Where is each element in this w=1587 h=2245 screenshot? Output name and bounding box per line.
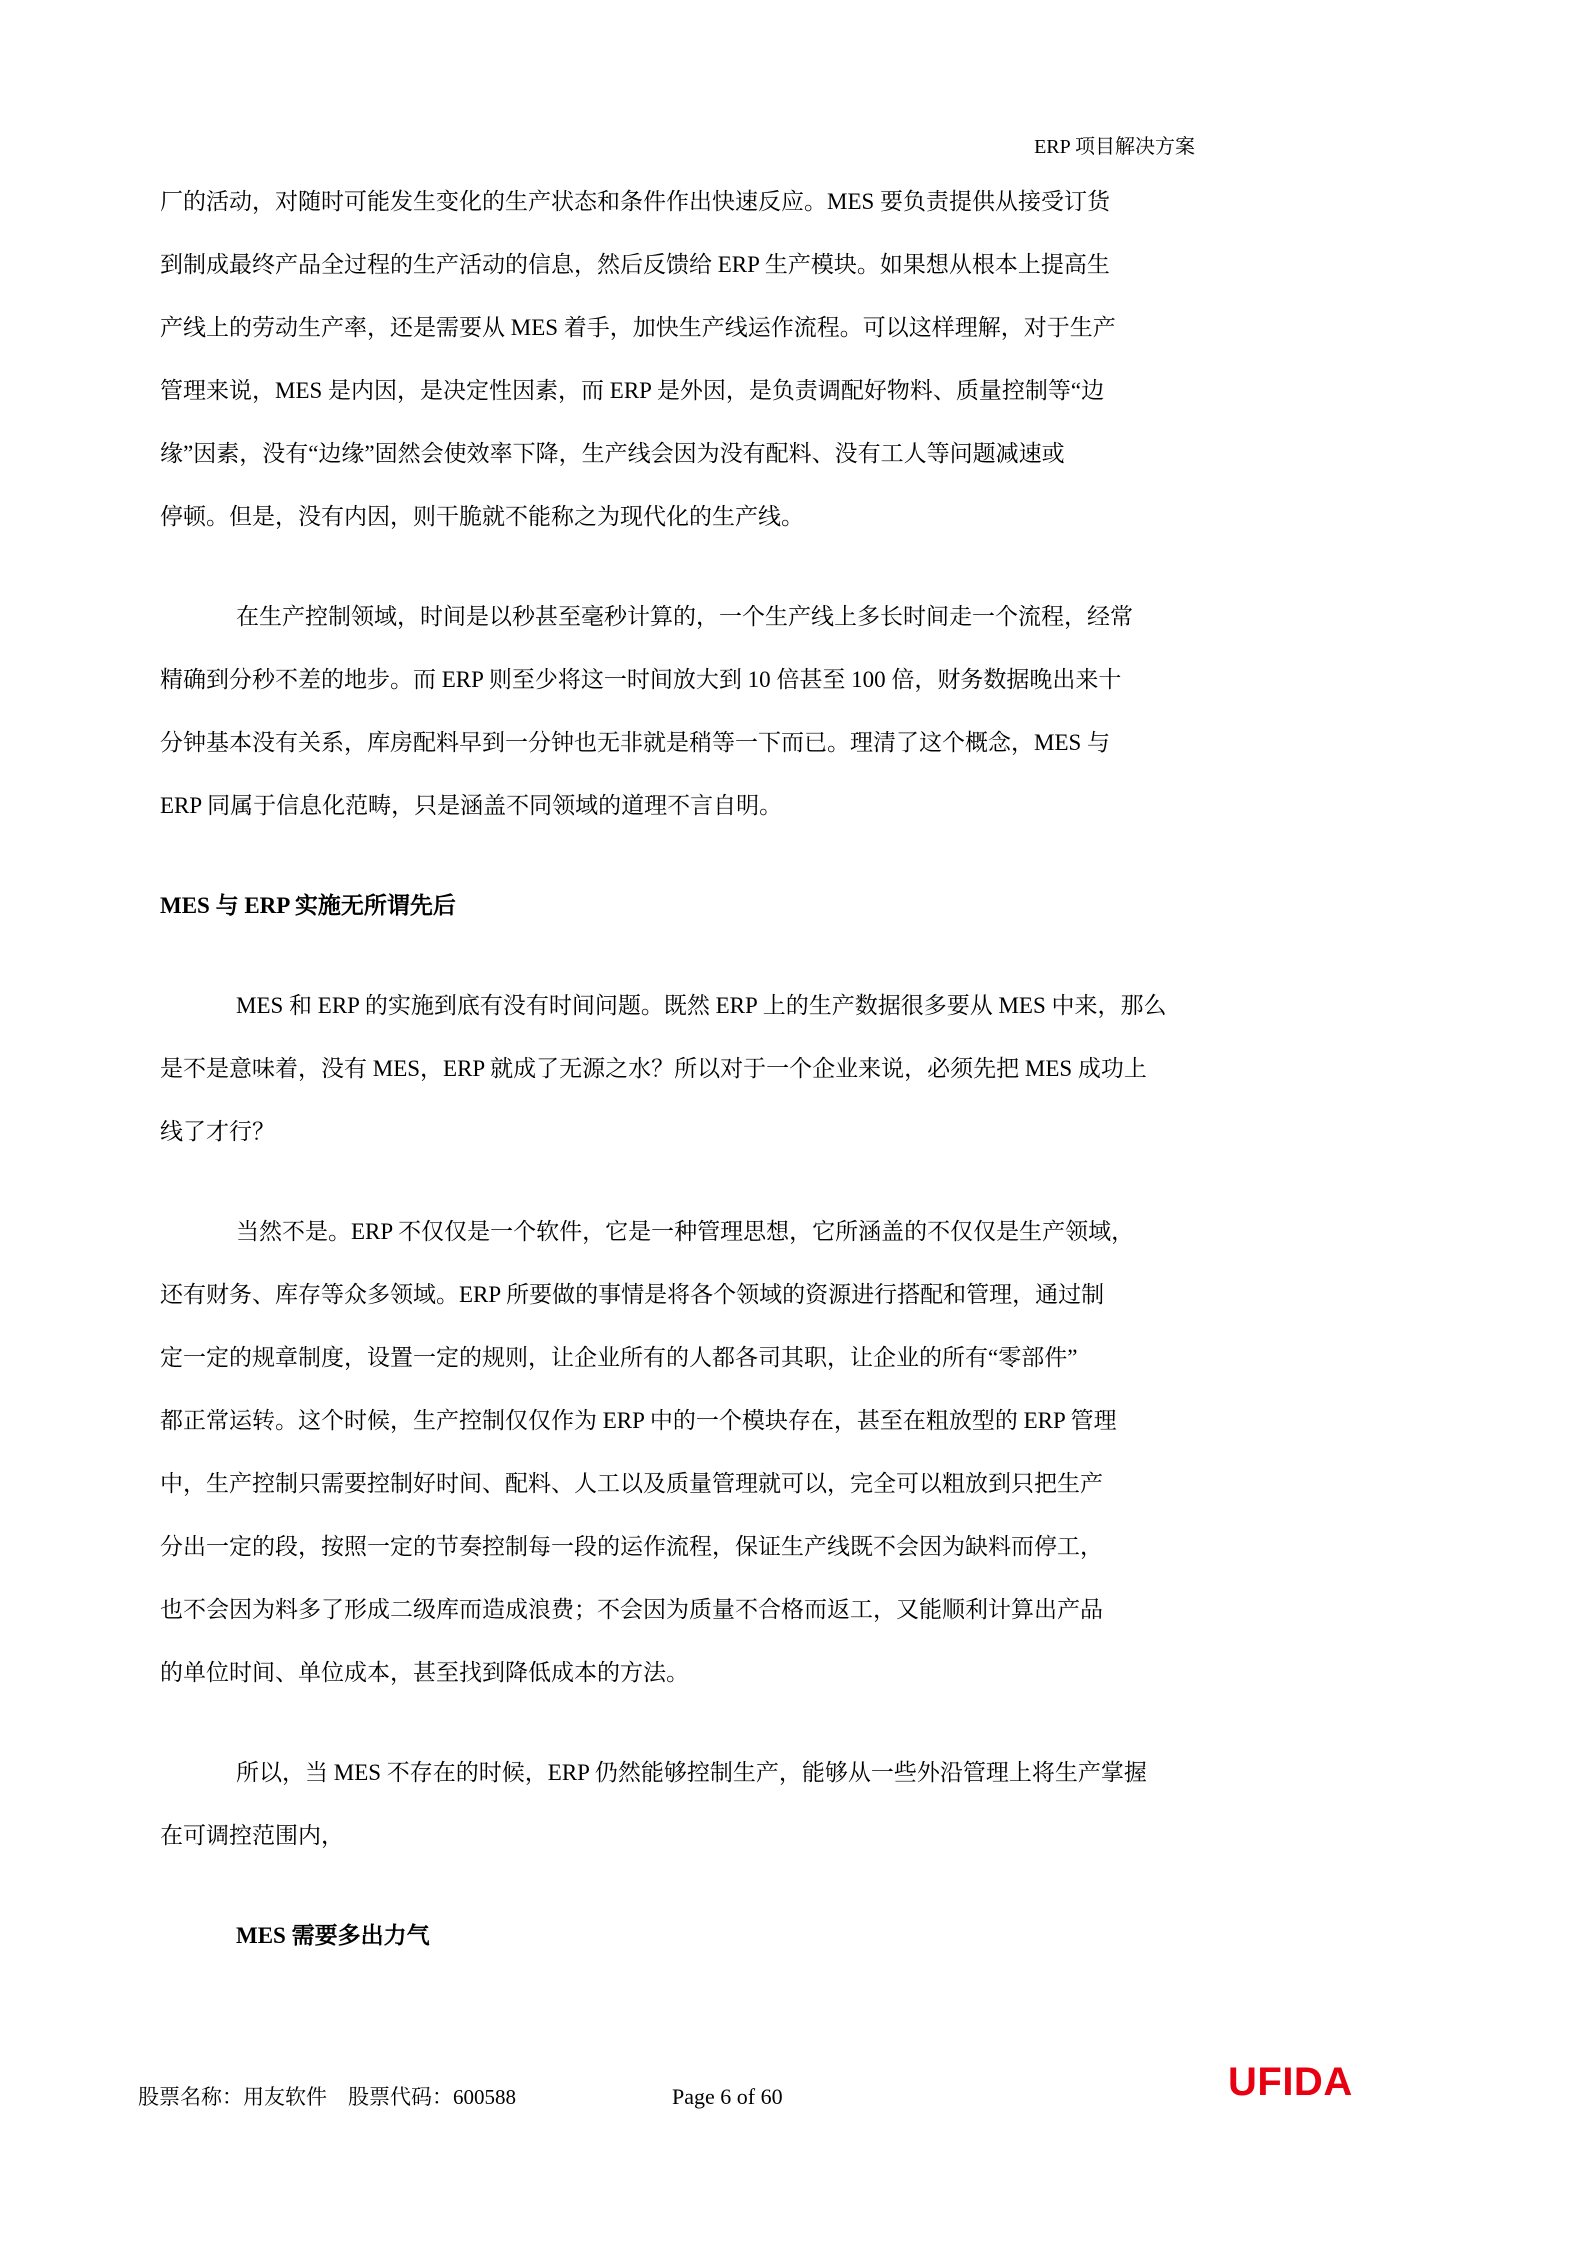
ufida-logo: UFIDA — [1228, 2060, 1353, 2104]
text-line: 缘”因素，没有“边缘”固然会使效率下降，生产线会因为没有配料、没有工人等问题减速或 — [160, 441, 1065, 466]
text-line: 是不是意味着，没有 MES，ERP 就成了无源之水？所以对于一个企业来说，必须先把 MES 成功上 — [160, 1056, 1147, 1081]
text-line: 精确到分秒不差的地步。而 ERP 则至少将这一时间放大到 10 倍甚至 100 倍，财务数据晚出来十 — [160, 667, 1122, 692]
text-line: 在可调控范围内， — [160, 1823, 344, 1848]
header-title: ERP 项目解决方案 — [1034, 136, 1195, 158]
text-line: 也不会因为料多了形成二级库而造成浪费；不会因为质量不合格而返工，又能顺利计算出产品 — [160, 1597, 1103, 1622]
paragraph-5 — [160, 1741, 1147, 1867]
text-line: 线了才行？ — [160, 1119, 275, 1144]
paragraph-1 — [160, 170, 1120, 548]
text-line: 的单位时间、单位成本，甚至找到降低成本的方法。 — [160, 1660, 689, 1685]
text-line: 都正常运转。这个时候，生产控制仅仅作为 ERP 中的一个模块存在，甚至在粗放型的 ERP 管理 — [160, 1408, 1117, 1433]
text-line: MES 和 ERP 的实施到底有没有时间问题。既然 ERP 上的生产数据很多要从 MES 中来，那么 — [236, 993, 1167, 1018]
paragraph-3 — [160, 974, 1167, 1163]
text-line: 分钟基本没有关系，库房配料早到一分钟也无非就是稍等一下而已。理清了这个概念，MES 与 — [160, 730, 1111, 755]
paragraph-4 — [160, 1200, 1135, 1704]
text-line: 中，生产控制只需要控制好时间、配料、人工以及质量管理就可以，完全可以粗放到只把生产 — [160, 1471, 1103, 1496]
text-line: ERP 同属于信息化范畴，只是涵盖不同领域的道理不言自明。 — [160, 793, 783, 818]
footer-stock-name: 股票名称：用友软件 — [138, 2085, 327, 2109]
text-line: 所以，当 MES 不存在的时候，ERP 仍然能够控制生产，能够从一些外沿管理上将生产掌握 — [236, 1760, 1147, 1785]
paragraph-2 — [160, 585, 1133, 837]
footer-page-indicator: Page 6 of 60 — [672, 2084, 783, 2109]
text-line: 在生产控制领域，时间是以秒甚至毫秒计算的，一个生产线上多长时间走一个流程，经常 — [236, 604, 1133, 629]
text-line: 分出一定的段，按照一定的节奏控制每一段的运作流程，保证生产线既不会因为缺料而停工， — [160, 1534, 1103, 1559]
text-line: 厂的活动，对随时可能发生变化的生产状态和条件作出快速反应。MES 要负责提供从接受订货 — [160, 189, 1111, 214]
text-line: 管理来说，MES 是内因，是决定性因素，而 ERP 是外因，是负责调配好物料、质量控制等“边 — [160, 378, 1105, 403]
document-body — [160, 170, 1167, 1967]
text-line: 定一定的规章制度，设置一定的规则，让企业所有的人都各司其职，让企业的所有“零部件” — [160, 1345, 1078, 1370]
section-heading-1: MES 与 ERP 实施无所谓先后 — [160, 893, 456, 918]
page-header — [160, 133, 1195, 161]
footer-stock-code: 股票代码：600588 — [348, 2085, 516, 2109]
section-heading-2: MES 需要多出力气 — [236, 1923, 430, 1948]
text-line: 还有财务、库存等众多领域。ERP 所要做的事情是将各个领域的资源进行搭配和管理，通过制 — [160, 1282, 1105, 1307]
text-line: 到制成最终产品全过程的生产活动的信息，然后反馈给 ERP 生产模块。如果想从根本上提高生 — [160, 252, 1110, 277]
text-line: 当然不是。ERP 不仅仅是一个软件，它是一种管理思想，它所涵盖的不仅仅是生产领域， — [236, 1219, 1135, 1244]
text-line: 停顿。但是，没有内因，则干脆就不能称之为现代化的生产线。 — [160, 504, 804, 529]
text-line: 产线上的劳动生产率，还是需要从 MES 着手，加快生产线运作流程。可以这样理解，对于生产 — [160, 315, 1116, 340]
